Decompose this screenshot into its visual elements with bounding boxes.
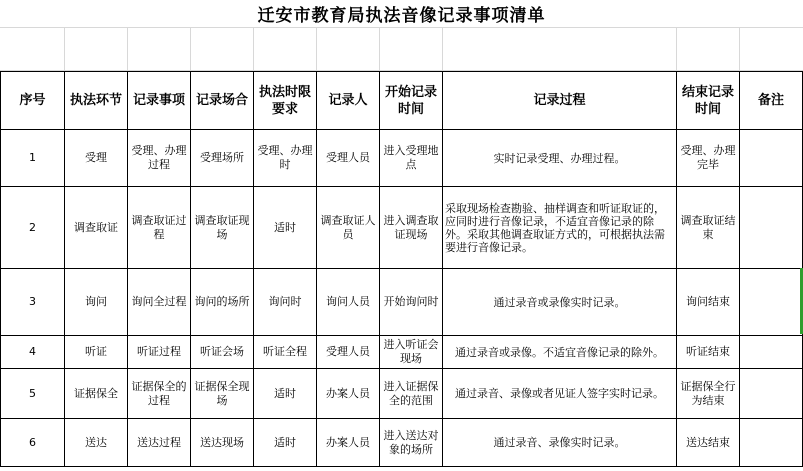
cell-stage[interactable]: 调查取证 [65, 187, 128, 269]
cell-item[interactable]: 送达过程 [128, 419, 191, 467]
cell-start[interactable]: 进入调查取证现场 [380, 187, 443, 269]
cell-stage[interactable]: 听证 [65, 336, 128, 369]
cell-item[interactable]: 听证过程 [128, 336, 191, 369]
grid-line [316, 28, 317, 70]
grid-line [127, 28, 128, 70]
cell-process[interactable]: 通过录音、录像实时记录。 [443, 419, 677, 467]
cell-remark[interactable] [740, 187, 803, 269]
cell-remark[interactable] [740, 369, 803, 419]
cell-place[interactable]: 调查取证现场 [191, 187, 254, 269]
grid-line [64, 28, 65, 70]
cell-no[interactable]: 2 [1, 187, 65, 269]
cell-end[interactable]: 调查取证结束 [677, 187, 740, 269]
cell-recorder[interactable]: 受理人员 [317, 336, 380, 369]
cell-remark[interactable] [740, 336, 803, 369]
cell-no[interactable]: 4 [1, 336, 65, 369]
cell-no[interactable]: 5 [1, 369, 65, 419]
table-row [1, 369, 803, 419]
cell-no[interactable]: 6 [1, 419, 65, 467]
cell-remark[interactable] [740, 130, 803, 187]
header-cell[interactable]: 记录场合 [191, 72, 254, 130]
cell-limit[interactable]: 受理、办理时 [254, 130, 317, 187]
header-cell[interactable]: 序号 [1, 72, 65, 130]
cell-recorder[interactable]: 办案人员 [317, 419, 380, 467]
records-table [0, 71, 803, 467]
cell-recorder[interactable]: 受理人员 [317, 130, 380, 187]
table-row [1, 419, 803, 467]
cell-item[interactable]: 调查取证过程 [128, 187, 191, 269]
sheet-title[interactable]: 迁安市教育局执法音像记录事项清单 [0, 0, 803, 28]
table-row [1, 269, 803, 336]
table-row [1, 336, 803, 369]
grid-line [739, 28, 740, 70]
header-cell[interactable]: 记录过程 [443, 72, 677, 130]
cell-process[interactable]: 通过录音、录像或者见证人签字实时记录。 [443, 369, 677, 419]
cell-limit[interactable]: 适时 [254, 187, 317, 269]
cell-end[interactable]: 送达结束 [677, 419, 740, 467]
cell-item[interactable]: 证据保全的过程 [128, 369, 191, 419]
cell-no[interactable]: 1 [1, 130, 65, 187]
cell-limit[interactable]: 听证全程 [254, 336, 317, 369]
grid-line [442, 28, 443, 70]
cell-place[interactable]: 听证会场 [191, 336, 254, 369]
cell-stage[interactable]: 受理 [65, 130, 128, 187]
cell-item[interactable]: 受理、办理过程 [128, 130, 191, 187]
cell-no[interactable]: 3 [1, 269, 65, 336]
header-cell[interactable]: 开始记录时间 [380, 72, 443, 130]
grid-line [190, 28, 191, 70]
cell-place[interactable]: 证据保全现场 [191, 369, 254, 419]
cell-stage[interactable]: 询问 [65, 269, 128, 336]
table-row [1, 187, 803, 269]
cell-recorder[interactable]: 调查取证人员 [317, 187, 380, 269]
header-cell[interactable]: 结束记录时间 [677, 72, 740, 130]
grid-line [253, 28, 254, 70]
cell-limit[interactable]: 适时 [254, 419, 317, 467]
cell-limit[interactable]: 询问时 [254, 269, 317, 336]
cell-process[interactable]: 通过录音或录像。不适宜音像记录的除外。 [443, 336, 677, 369]
cell-place[interactable]: 送达现场 [191, 419, 254, 467]
cell-remark[interactable] [740, 419, 803, 467]
cell-end[interactable]: 听证结束 [677, 336, 740, 369]
cell-start[interactable]: 进入送达对象的场所 [380, 419, 443, 467]
header-cell[interactable]: 记录人 [317, 72, 380, 130]
header-cell[interactable]: 备注 [740, 72, 803, 130]
cell-item[interactable]: 询问全过程 [128, 269, 191, 336]
cell-process[interactable]: 实时记录受理、办理过程。 [443, 130, 677, 187]
cell-place[interactable]: 询问的场所 [191, 269, 254, 336]
cell-limit[interactable]: 适时 [254, 369, 317, 419]
header-cell[interactable]: 执法时限要求 [254, 72, 317, 130]
table-row [1, 130, 803, 187]
header-cell[interactable]: 执法环节 [65, 72, 128, 130]
cell-remark[interactable] [740, 269, 803, 336]
cell-recorder[interactable]: 询问人员 [317, 269, 380, 336]
cell-start[interactable]: 进入证据保全的范围 [380, 369, 443, 419]
header-row [1, 72, 803, 130]
cell-recorder[interactable]: 办案人员 [317, 369, 380, 419]
cell-end[interactable]: 受理、办理完毕 [677, 130, 740, 187]
cell-process[interactable]: 通过录音或录像实时记录。 [443, 269, 677, 336]
cell-process[interactable]: 采取现场检查勘验、抽样调查和听证取证的，应同时进行音像记录，不适宜音像记录的除外。采取其他调查取证方式的，可根据执法需要进行音像记录。 [443, 187, 677, 269]
cell-end[interactable]: 询问结束 [677, 269, 740, 336]
header-cell[interactable]: 记录事项 [128, 72, 191, 130]
cell-stage[interactable]: 证据保全 [65, 369, 128, 419]
cell-place[interactable]: 受理场所 [191, 130, 254, 187]
cell-start[interactable]: 进入听证会现场 [380, 336, 443, 369]
grid-line [676, 28, 677, 70]
cell-start[interactable]: 进入受理地点 [380, 130, 443, 187]
grid-line [379, 28, 380, 70]
cell-stage[interactable]: 送达 [65, 419, 128, 467]
cell-start[interactable]: 开始询问时 [380, 269, 443, 336]
cell-end[interactable]: 证据保全行为结束 [677, 369, 740, 419]
blank-row[interactable] [0, 28, 803, 71]
